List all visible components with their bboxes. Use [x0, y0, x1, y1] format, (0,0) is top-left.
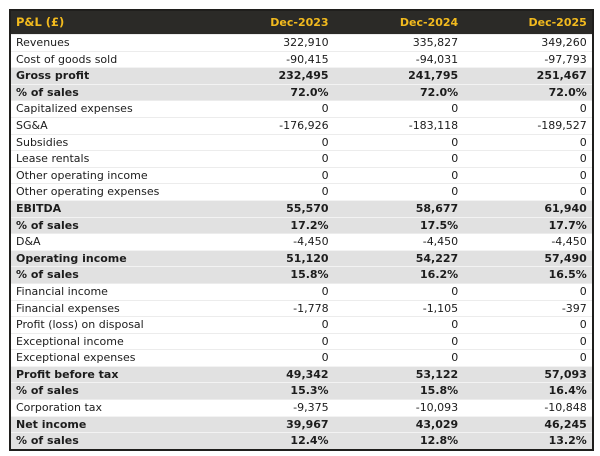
cell-value: -397	[463, 300, 593, 317]
cell-value: -4,450	[334, 234, 464, 251]
cell-value: 12.4%	[204, 433, 334, 450]
cell-value: 15.8%	[204, 267, 334, 284]
column-header: Dec-2023	[204, 10, 334, 35]
table-row	[10, 200, 593, 217]
table-row	[10, 317, 593, 334]
cell-value: 54,227	[334, 250, 464, 267]
table-row	[10, 184, 593, 201]
row-label: % of sales	[10, 217, 204, 234]
cell-value: -97,793	[463, 51, 593, 68]
row-label: Exceptional income	[10, 333, 204, 350]
cell-value: 322,910	[204, 35, 334, 52]
cell-value: 0	[463, 101, 593, 118]
table-row	[10, 333, 593, 350]
row-label: % of sales	[10, 84, 204, 101]
cell-value: 57,093	[463, 366, 593, 383]
table-row	[10, 84, 593, 101]
row-label: Corporation tax	[10, 400, 204, 417]
cell-value: 0	[204, 283, 334, 300]
cell-value: -90,415	[204, 51, 334, 68]
row-label: Exceptional expenses	[10, 350, 204, 367]
cell-value: 335,827	[334, 35, 464, 52]
row-label: Financial expenses	[10, 300, 204, 317]
cell-value: 16.4%	[463, 383, 593, 400]
cell-value: 57,490	[463, 250, 593, 267]
row-label: Profit (loss) on disposal	[10, 317, 204, 334]
cell-value: 16.5%	[463, 267, 593, 284]
row-label: Lease rentals	[10, 151, 204, 168]
row-label: % of sales	[10, 383, 204, 400]
table-row	[10, 35, 593, 52]
cell-value: 0	[463, 283, 593, 300]
cell-value: 0	[463, 151, 593, 168]
cell-value: 0	[334, 350, 464, 367]
cell-value: 251,467	[463, 68, 593, 85]
table-row	[10, 51, 593, 68]
cell-value: 0	[334, 134, 464, 151]
table-row	[10, 433, 593, 450]
cell-value: -189,527	[463, 117, 593, 134]
cell-value: -4,450	[204, 234, 334, 251]
cell-value: 241,795	[334, 68, 464, 85]
row-label: EBITDA	[10, 200, 204, 217]
cell-value: 0	[334, 167, 464, 184]
row-label: % of sales	[10, 267, 204, 284]
cell-value: -9,375	[204, 400, 334, 417]
table-row	[10, 283, 593, 300]
table-row	[10, 383, 593, 400]
column-header: Dec-2024	[334, 10, 464, 35]
table-row	[10, 400, 593, 417]
cell-value: -10,848	[463, 400, 593, 417]
table-title: P&L (£)	[10, 10, 204, 35]
row-label: Gross profit	[10, 68, 204, 85]
table-row	[10, 267, 593, 284]
header-row	[10, 10, 593, 35]
table-row	[10, 68, 593, 85]
cell-value: 49,342	[204, 366, 334, 383]
cell-value: 0	[334, 151, 464, 168]
cell-value: 51,120	[204, 250, 334, 267]
cell-value: -183,118	[334, 117, 464, 134]
cell-value: 0	[204, 134, 334, 151]
cell-value: 13.2%	[463, 433, 593, 450]
table-row	[10, 350, 593, 367]
cell-value: 46,245	[463, 416, 593, 433]
cell-value: 0	[463, 184, 593, 201]
cell-value: 17.5%	[334, 217, 464, 234]
table-row	[10, 250, 593, 267]
cell-value: 0	[204, 333, 334, 350]
cell-value: -176,926	[204, 117, 334, 134]
table-row	[10, 101, 593, 118]
row-label: % of sales	[10, 433, 204, 450]
cell-value: 0	[334, 283, 464, 300]
cell-value: 43,029	[334, 416, 464, 433]
column-header: Dec-2025	[463, 10, 593, 35]
cell-value: -1,105	[334, 300, 464, 317]
cell-value: -94,031	[334, 51, 464, 68]
table-row	[10, 300, 593, 317]
table-row	[10, 234, 593, 251]
cell-value: 0	[463, 350, 593, 367]
cell-value: 0	[204, 101, 334, 118]
table-row	[10, 366, 593, 383]
cell-value: -1,778	[204, 300, 334, 317]
row-label: Cost of goods sold	[10, 51, 204, 68]
table-row	[10, 416, 593, 433]
row-label: Profit before tax	[10, 366, 204, 383]
cell-value: 0	[463, 317, 593, 334]
cell-value: -4,450	[463, 234, 593, 251]
cell-value: 0	[463, 167, 593, 184]
row-label: Operating income	[10, 250, 204, 267]
cell-value: 0	[463, 134, 593, 151]
cell-value: 232,495	[204, 68, 334, 85]
cell-value: 0	[334, 333, 464, 350]
cell-value: 0	[204, 167, 334, 184]
cell-value: 0	[334, 101, 464, 118]
cell-value: 53,122	[334, 366, 464, 383]
cell-value: 0	[204, 350, 334, 367]
table-row	[10, 151, 593, 168]
table-body	[10, 35, 593, 450]
row-label: Subsidies	[10, 134, 204, 151]
cell-value: 15.3%	[204, 383, 334, 400]
cell-value: 72.0%	[463, 84, 593, 101]
cell-value: 15.8%	[334, 383, 464, 400]
row-label: Net income	[10, 416, 204, 433]
row-label: Other operating expenses	[10, 184, 204, 201]
cell-value: 39,967	[204, 416, 334, 433]
row-label: Capitalized expenses	[10, 101, 204, 118]
cell-value: 0	[463, 333, 593, 350]
cell-value: 17.2%	[204, 217, 334, 234]
cell-value: 58,677	[334, 200, 464, 217]
row-label: D&A	[10, 234, 204, 251]
cell-value: -10,093	[334, 400, 464, 417]
cell-value: 61,940	[463, 200, 593, 217]
cell-value: 0	[204, 317, 334, 334]
table-row	[10, 167, 593, 184]
cell-value: 0	[334, 184, 464, 201]
table-row	[10, 134, 593, 151]
cell-value: 55,570	[204, 200, 334, 217]
row-label: Revenues	[10, 35, 204, 52]
cell-value: 0	[204, 151, 334, 168]
pnl-table	[9, 9, 594, 451]
table-row	[10, 117, 593, 134]
cell-value: 17.7%	[463, 217, 593, 234]
row-label: SG&A	[10, 117, 204, 134]
cell-value: 349,260	[463, 35, 593, 52]
table-row	[10, 217, 593, 234]
row-label: Financial income	[10, 283, 204, 300]
cell-value: 16.2%	[334, 267, 464, 284]
cell-value: 72.0%	[204, 84, 334, 101]
cell-value: 0	[334, 317, 464, 334]
cell-value: 0	[204, 184, 334, 201]
cell-value: 72.0%	[334, 84, 464, 101]
row-label: Other operating income	[10, 167, 204, 184]
cell-value: 12.8%	[334, 433, 464, 450]
